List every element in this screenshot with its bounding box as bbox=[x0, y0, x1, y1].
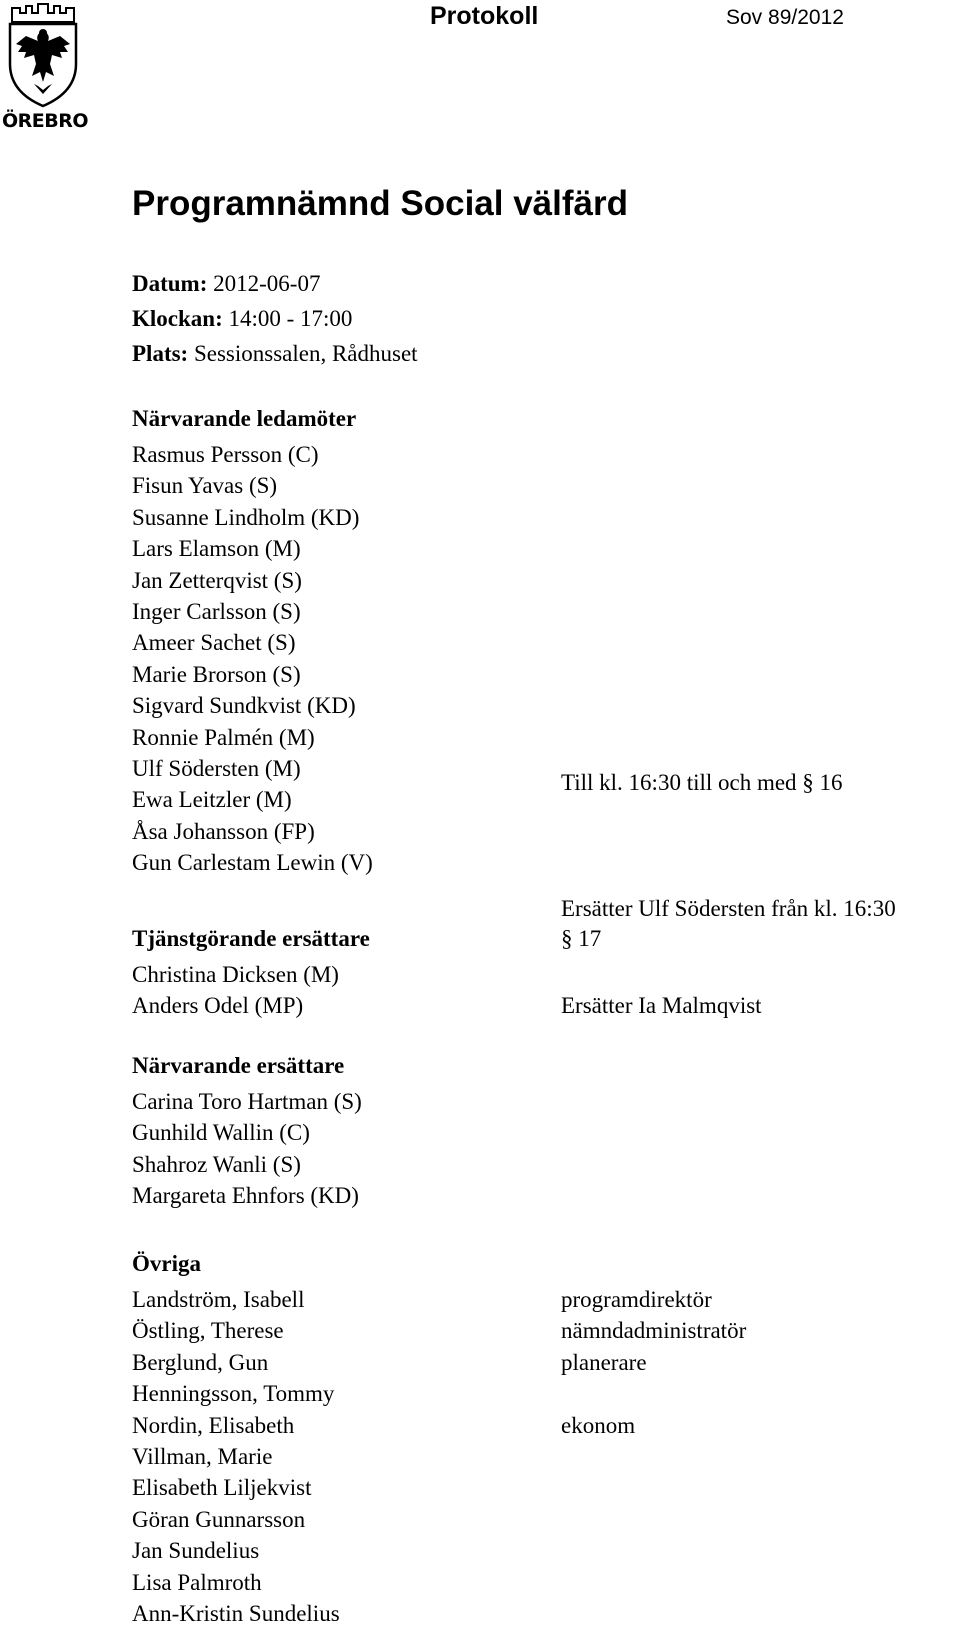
list-item: Marie Brorson (S) bbox=[132, 661, 301, 687]
list-item: Ewa Leitzler (M) bbox=[132, 787, 292, 813]
list-item: Gunhild Wallin (C) bbox=[132, 1120, 310, 1146]
deputy-list bbox=[132, 1086, 362, 1212]
list-item: Shahroz Wanli (S) bbox=[132, 1151, 301, 1177]
list-item: Jan Zetterqvist (S) bbox=[132, 567, 302, 593]
protocol-number: Sov 89/2012 bbox=[726, 6, 844, 29]
list-item: Ulf Södersten (M) bbox=[132, 756, 301, 782]
note-ersatter-ulf: Ersätter Ulf Södersten från kl. 16:30 bbox=[561, 896, 896, 921]
meta-label: Klockan: bbox=[132, 306, 223, 331]
meta-value: 14:00 - 17:00 bbox=[228, 306, 353, 331]
role-label: planerare bbox=[561, 1349, 647, 1375]
list-item: Elisabeth Liljekvist bbox=[132, 1475, 312, 1501]
role-label: nämndadministratör bbox=[561, 1318, 747, 1344]
list-item: Lisa Palmroth bbox=[132, 1569, 262, 1595]
substitute-list bbox=[132, 959, 370, 1022]
eagle-shield-icon bbox=[2, 2, 84, 108]
note-paragraph-ref: § 17 bbox=[561, 926, 602, 951]
section-tjanstgorande bbox=[132, 923, 370, 1022]
orebro-coat-of-arms-logo bbox=[2, 2, 89, 134]
meta-row-place bbox=[132, 338, 418, 373]
meeting-meta bbox=[132, 268, 418, 373]
list-item: Sigvard Sundkvist (KD) bbox=[132, 693, 356, 719]
section-ovriga bbox=[132, 1248, 340, 1629]
section-heading: Tjänstgörande ersättare bbox=[132, 926, 370, 951]
section-ersattare bbox=[132, 1050, 362, 1212]
list-item: Lars Elamson (M) bbox=[132, 536, 301, 562]
list-item: Berglund, Gun bbox=[132, 1349, 269, 1375]
list-item: Göran Gunnarsson bbox=[132, 1506, 306, 1532]
others-list bbox=[132, 1284, 340, 1629]
section-ledamoter bbox=[132, 403, 373, 879]
meta-row-time bbox=[132, 303, 418, 338]
list-item: Margareta Ehnfors (KD) bbox=[132, 1183, 359, 1209]
list-item: Inger Carlsson (S) bbox=[132, 599, 301, 625]
list-item: Jan Sundelius bbox=[132, 1538, 260, 1564]
list-item: Nordin, Elisabeth bbox=[132, 1412, 295, 1438]
meta-value: Sessionssalen, Rådhuset bbox=[193, 341, 418, 366]
list-item: Gun Carlestam Lewin (V) bbox=[132, 850, 373, 876]
list-item: Ronnie Palmén (M) bbox=[132, 724, 315, 750]
page-title: Programnämnd Social välfärd bbox=[132, 184, 628, 223]
logo-wordmark: ÖREBRO bbox=[2, 110, 89, 132]
meta-value: 2012-06-07 bbox=[213, 271, 321, 296]
meta-label: Plats: bbox=[132, 341, 189, 366]
meta-label: Datum: bbox=[132, 271, 208, 296]
list-item: Anders Odel (MP) bbox=[132, 993, 304, 1019]
meta-row-date bbox=[132, 268, 418, 303]
list-item: Carina Toro Hartman (S) bbox=[132, 1089, 362, 1114]
list-item: Villman, Marie bbox=[132, 1444, 273, 1470]
list-item: Rasmus Persson (C) bbox=[132, 442, 319, 467]
list-item: Åsa Johansson (FP) bbox=[132, 818, 315, 844]
roles-column bbox=[561, 1284, 746, 1441]
member-list bbox=[132, 439, 373, 879]
role-label: ekonom bbox=[561, 1412, 636, 1438]
section-heading: Närvarande ledamöter bbox=[132, 406, 357, 431]
note-ulf-sodersten: Till kl. 16:30 till och med § 16 bbox=[561, 770, 843, 795]
list-item: Landström, Isabell bbox=[132, 1287, 305, 1312]
list-item: Christina Dicksen (M) bbox=[132, 962, 339, 987]
list-item: Ameer Sachet (S) bbox=[132, 630, 296, 656]
note-ersatter-ia: Ersätter Ia Malmqvist bbox=[561, 993, 762, 1018]
list-item: Ann-Kristin Sundelius bbox=[132, 1601, 340, 1627]
list-item: Fisun Yavas (S) bbox=[132, 473, 278, 499]
section-heading: Närvarande ersättare bbox=[132, 1053, 345, 1078]
role-label bbox=[561, 1378, 746, 1409]
list-item: Östling, Therese bbox=[132, 1318, 284, 1344]
header-title: Protokoll bbox=[430, 2, 539, 30]
list-item: Henningsson, Tommy bbox=[132, 1381, 335, 1407]
list-item: Susanne Lindholm (KD) bbox=[132, 504, 360, 530]
section-heading: Övriga bbox=[132, 1251, 201, 1276]
role-label: programdirektör bbox=[561, 1287, 712, 1312]
